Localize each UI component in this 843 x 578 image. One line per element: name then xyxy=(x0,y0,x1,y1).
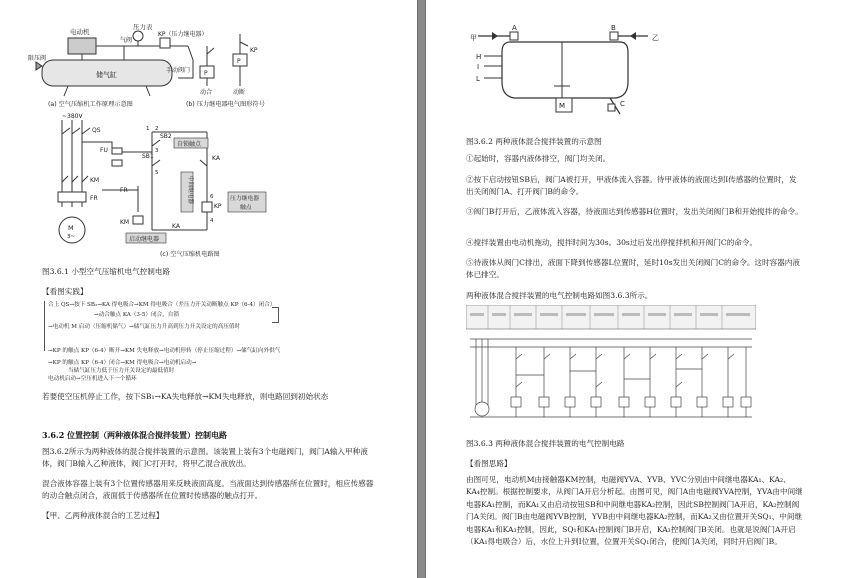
tank-label-l: L xyxy=(476,75,480,83)
label-kp-c: KP xyxy=(214,203,222,210)
label-pressure-gauge: 压力表 xyxy=(133,24,153,31)
label-check-valve: 气阀 xyxy=(120,37,133,44)
label-volt: ~380V xyxy=(62,113,83,120)
node-4: 4 xyxy=(210,218,214,224)
label-fu: FU xyxy=(100,147,108,154)
label-fr2: FR xyxy=(120,187,128,194)
tank-label-jia: 甲 xyxy=(470,34,477,42)
tank-label-c: C xyxy=(620,100,625,108)
flow-line-6: 当储气缸压力低于压力开关设定的最低值时 xyxy=(68,368,175,374)
tank-label-a: A xyxy=(512,24,517,32)
flow-line-2: →动合触点 KA（3-5）闭合，自锁 xyxy=(94,312,179,318)
step-1: ①起始时，容器内液体排空，阀门均关闭。 xyxy=(466,154,611,163)
step-5: ⑤待液体从阀门C排出，液面下降到传感器L位置时，延时10s发出关闭阀门C的命令。这时容器内液体已排空。 xyxy=(466,258,800,280)
node-3: 3 xyxy=(155,148,159,154)
caption-fig-c: (c) 空气压缩机电路图 xyxy=(160,251,220,258)
step-4: ④搅拌装置由电动机拖动，搅拌时间为30s。30s过后发出停搅拌机和开阀门C的命令。 xyxy=(466,238,758,247)
figure-caption-363: 图3.6.3 两种液体混合搅拌装置的电气控制电路 xyxy=(466,439,625,448)
label-qs: QS xyxy=(92,127,101,134)
label-act: 动合 xyxy=(200,89,213,96)
figure-caption-361: 图3.6.1 小型空气压缩机电气控制电路 xyxy=(42,267,171,276)
paragraph-1: 图3.6.2所示为两种液体的混合搅拌装置的示意图。该装置上装有3个电磁阀门，阀门A输入甲种液体，阀门B输入乙种液体，阀门C打开时，将甲乙混合液放出。 xyxy=(42,447,368,469)
caption-fig-b: (b) 压力继电器电气图形符号 xyxy=(186,101,265,108)
flow-line-1: 合上 QS→按下 SB₂→KA 得电吸合→KM 得电吸合（差压力开关动断触点 KP（6-4）闭合） xyxy=(48,302,276,308)
tank-label-m: M xyxy=(559,102,566,110)
mixing-tank-diagram xyxy=(470,22,670,122)
figure-caption-362: 图3.6.2 两种液体混合搅拌装置的示意图 xyxy=(466,137,602,146)
tank-label-h: H xyxy=(476,53,482,61)
compressor-circuit-c xyxy=(42,112,282,260)
label-break: 动断 xyxy=(233,89,246,96)
box-kp-contact-1: 压力继电器 xyxy=(230,196,259,202)
left-page xyxy=(0,0,417,578)
section-heading-362: 3.6.2 位置控制（两种液体混合搅拌装置）控制电路 xyxy=(42,430,228,440)
bracket-practice: 【看图实践】 xyxy=(42,287,88,296)
circuit-intro: 两种液体混合搅拌装置的电气控制电路如图3.6.3所示。 xyxy=(466,291,653,300)
bracket-idea: 【看图思路】 xyxy=(466,459,512,468)
label-motor-phase: 3~ xyxy=(67,234,76,240)
node-5: 5 xyxy=(155,170,159,176)
label-sb2: SB2 xyxy=(160,133,172,140)
label-ka: KA xyxy=(212,155,220,162)
analysis-paragraph: 由图可见，电动机M由接触器KM控制，电磁阀YVA、YVB、YVC分别由中间继电器KA₁、KA₂、KA₄控制。根据控制要求，从阀门A开启分析起。由图可见，阀门A由电磁阀YVA控制，YVA由中间继电器KA₁控制，而KA₁又由启动按钮SB和中间继电器KA₂控制，因此SB控制阀门A开启，KA₂控制阀门A关闭。阀门B由电磁阀YVB控制，YVB由中间继电器KA₂控制，而KA₂又由位置开关SQ₁、中间继电器KA₁和KA₃控制，因此，SQ₁和KA₁控制阀门B开启，KA₃控制阀门B关闭。也就是说阀门A开启（KA₁得电吸合）后，水位上升到Ⅰ位置，位置开关SQ₁闭合，使阀门A关闭，同时开启阀门B。 xyxy=(466,475,803,547)
step-3: ③阀门B打开后，乙液体流入容器，待液面达到传感器H位置时，发出关闭阀门B和开始搅拌的命令。 xyxy=(466,207,803,216)
label-km2: KM xyxy=(120,219,130,226)
page-gutter xyxy=(417,0,426,578)
label-sb1: SB1 xyxy=(142,153,154,160)
node-6: 6 xyxy=(210,194,214,200)
label-p1: P xyxy=(204,70,208,77)
box-relay-coil: 中间继电器 xyxy=(187,176,193,204)
caption-fig-a: (a) 空气压缩机工作原理示意图 xyxy=(48,101,133,108)
label-tank: 储气缸 xyxy=(96,71,117,79)
box-self-hold: 自锁触点 xyxy=(177,141,202,148)
compressor-diagram-ab xyxy=(28,24,278,110)
tank-label-b: B xyxy=(611,24,616,32)
label-p2: P xyxy=(237,58,241,65)
bracket-process: 【甲、乙两种液体混合的工艺过程】 xyxy=(42,511,164,520)
flow-line-3: →电动机 M 启动（压缩机储气）→储气缸压力升高到压力开关设定的高压值时 xyxy=(48,324,241,330)
step-2: ②按下启动按钮SB后，阀门A被打开，甲液体流入容器。待甲液体的液面达到Ⅰ传感器的位置时，发出关闭阀门A、打开阀门B的命令。 xyxy=(466,175,797,197)
box-kp-contact-2: 触点 xyxy=(240,205,252,211)
label-fr: FR xyxy=(90,195,98,202)
box-start-relay: 启动继电器 xyxy=(129,236,160,243)
paragraph-2: 混合液体容器上装有3个位置传感器用来反映液面高度。当液面达到传感器所在位置时，相应传感器的动合触点闭合，液面低于传感器所在位置时传感器的触点打开。 xyxy=(42,479,374,501)
label-kp-relay: KP（压力继电器） xyxy=(158,31,208,38)
label-ka2: KA xyxy=(172,223,180,230)
node-2: 2 xyxy=(155,126,159,132)
flow-diagram xyxy=(42,301,384,389)
node-1: 1 xyxy=(146,126,150,132)
right-page xyxy=(426,0,843,578)
tank-label-i: I xyxy=(477,63,480,71)
flow-line-7: 电动机启动→空压机进入下一个循环 xyxy=(48,376,137,382)
label-safety-valve: 限压阀 xyxy=(28,55,47,62)
stop-text: 若要使空压机停止工作，按下SB₁→KA失电释放→KM失电释放，则电路回到初始状态 xyxy=(42,392,329,401)
mixing-control-circuit xyxy=(466,305,756,425)
flow-line-5: →KP 的触点 KP（6-4）闭合→KM 得电吸合→电动机启动→ xyxy=(48,360,197,366)
label-manual-valve: 手动阀门 xyxy=(166,67,191,74)
label-kp-symbol: KP xyxy=(250,47,258,54)
label-motor-m: M xyxy=(68,224,74,232)
label-motor: 电动机 xyxy=(70,28,90,36)
label-km: KM xyxy=(90,177,100,184)
tank-label-yi: 乙 xyxy=(652,34,659,42)
flow-line-4: →KP 的触点 KP（6-4）断开→KM 失电释放→电动机停转（停止压缩过程）→储气缸向外供气 xyxy=(48,348,281,354)
